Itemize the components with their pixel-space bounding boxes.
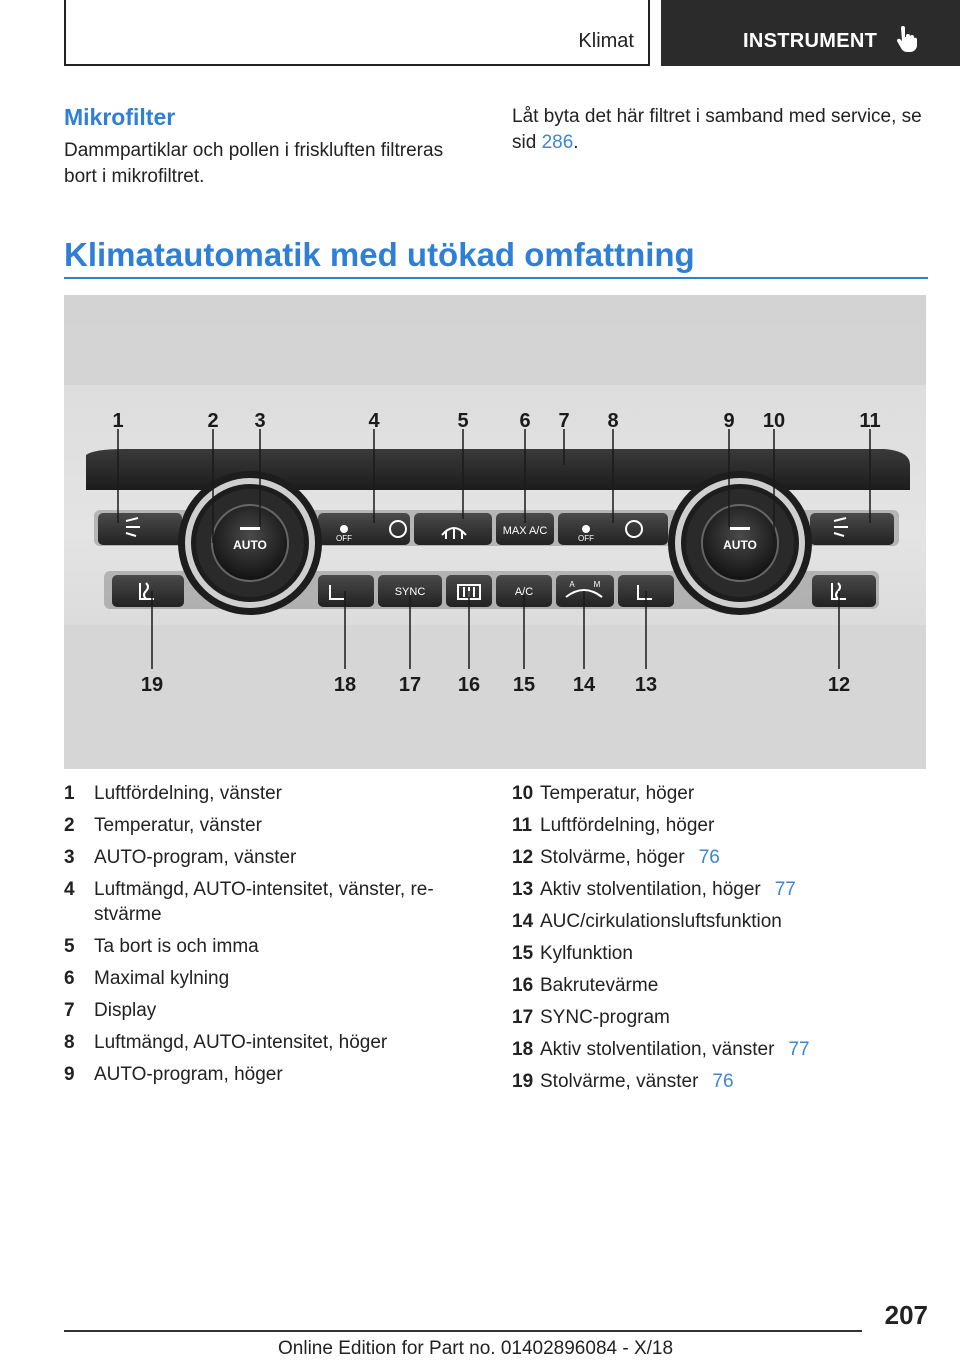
callout-15: 15 (512, 674, 536, 696)
mikrofilter-line-2: bort i mikrofiltret. (64, 166, 205, 187)
callout-5: 5 (457, 410, 469, 432)
header-section-box (661, 0, 960, 66)
legend-text: Temperatur, vänster (94, 815, 262, 836)
callout-13: 13 (634, 674, 658, 696)
legend-num: 11 (512, 815, 533, 836)
legend-num: 6 (64, 968, 75, 989)
legend-num: 8 (64, 1032, 75, 1053)
callout-3: 3 (254, 410, 266, 432)
btn-air-distribution-left (98, 513, 182, 545)
legend-num: 10 (512, 783, 534, 804)
legend-text: Luftfördelning, höger (540, 815, 715, 836)
legend-num: 18 (512, 1039, 534, 1060)
legend-page-link[interactable]: 77 (788, 1039, 810, 1060)
legend-text: Stolvärme, vänster (540, 1071, 699, 1092)
btn-air-distribution-right (810, 513, 894, 545)
legend-page-link[interactable]: 76 (712, 1071, 734, 1092)
header-section: INSTRUMENT (743, 30, 878, 52)
legend-num: 5 (64, 936, 75, 957)
main-heading: Klimatautomatik med utökad omfattning (64, 236, 695, 273)
legend-num: 13 (512, 879, 534, 900)
legend-page-link[interactable]: 77 (774, 879, 796, 900)
legend-text: Stolvärme, höger (540, 847, 685, 868)
label-max-ac: MAX A/C (502, 525, 548, 537)
callout-8: 8 (607, 410, 619, 432)
legend-num: 16 (512, 975, 534, 996)
mikrofilter-heading: Mikrofilter (64, 104, 176, 130)
footer-edition: Online Edition for Part no. 01402896084 - X/18 (278, 1338, 674, 1359)
btn-seat-heat-left (112, 575, 184, 607)
legend-text: Bakrutevärme (540, 975, 659, 996)
legend-num: 12 (512, 847, 534, 868)
footer-rule (64, 1330, 862, 1332)
label-auto-left: AUTO (233, 538, 267, 552)
service-pre: sid (512, 132, 542, 153)
legend-num: 9 (64, 1064, 75, 1085)
legend-num: 14 (512, 911, 534, 932)
legend-text: Aktiv stolventilation, höger (540, 879, 761, 900)
label-off-right: OFF (578, 534, 594, 543)
legend-text: AUC/cirkulationsluftsfunktion (540, 911, 782, 932)
callout-14: 14 (572, 674, 596, 696)
service-line-1: Låt byta det här filtret i samband med service, se (512, 106, 922, 127)
callout-18: 18 (333, 674, 357, 696)
label-am-a: A (569, 580, 575, 589)
legend-text: Luftfördelning, vänster (94, 783, 283, 804)
climate-panel-figure (64, 295, 926, 769)
callout-10: 10 (762, 410, 786, 432)
label-ac: A/C (514, 586, 534, 598)
legend-text: Luftmängd, AUTO-intensitet, höger (94, 1032, 388, 1053)
legend-num: 4 (64, 879, 75, 900)
legend-text: Display (94, 1000, 157, 1021)
heading-rule (64, 277, 928, 279)
legend-text: Luftmängd, AUTO-intensitet, vänster, re- (94, 879, 434, 900)
legend-text: AUTO-program, höger (94, 1064, 283, 1085)
callout-2: 2 (207, 410, 219, 432)
callout-4: 4 (368, 410, 380, 432)
legend-text: SYNC-program (540, 1007, 670, 1028)
legend-num: 19 (512, 1071, 534, 1092)
legend-text: Aktiv stolventilation, vänster (540, 1039, 775, 1060)
mikrofilter-line-1: Dammpartiklar och pollen i friskluften filtreras (64, 140, 444, 161)
legend-num: 2 (64, 815, 75, 836)
service-post: . (573, 132, 579, 153)
label-sync: SYNC (394, 586, 426, 598)
legend-num: 7 (64, 1000, 75, 1021)
callout-16: 16 (457, 674, 481, 696)
legend-text: stvärme (94, 904, 162, 925)
label-auto-right: AUTO (723, 538, 757, 552)
legend-num: 15 (512, 943, 534, 964)
callout-11: 11 (859, 410, 881, 432)
callout-17: 17 (398, 674, 422, 696)
callout-12: 12 (827, 674, 851, 696)
callout-9: 9 (723, 410, 735, 432)
legend-text: Temperatur, höger (540, 783, 695, 804)
btn-fan-left (318, 513, 410, 545)
callout-19: 19 (140, 674, 164, 696)
label-off-left: OFF (336, 534, 352, 543)
legend-text: Kylfunktion (540, 943, 633, 964)
legend-num: 1 (64, 783, 75, 804)
legend-text: Ta bort is och imma (94, 936, 259, 957)
service-line-2 (512, 130, 932, 156)
service-page-link[interactable]: 286 (541, 132, 574, 153)
mikrofilter-text (64, 138, 464, 190)
hand-pointer-icon (895, 26, 919, 52)
legend-page-link[interactable]: 76 (698, 847, 720, 868)
callout-6: 6 (519, 410, 531, 432)
label-am-m: M (593, 580, 601, 589)
legend-text: Maximal kylning (94, 968, 230, 989)
btn-seat-heat-right (812, 575, 876, 607)
header-chapter: Klimat (578, 30, 634, 52)
legend-text: AUTO-program, vänster (94, 847, 297, 868)
callout-1: 1 (112, 410, 124, 432)
legend-num: 17 (512, 1007, 534, 1028)
legend-num: 3 (64, 847, 75, 868)
callout-7: 7 (558, 410, 570, 432)
btn-seat-vent-left (318, 575, 374, 607)
header-chapter-box (64, 0, 650, 66)
mikrofilter-service-text (512, 104, 932, 156)
page-number: 207 (884, 1300, 928, 1330)
